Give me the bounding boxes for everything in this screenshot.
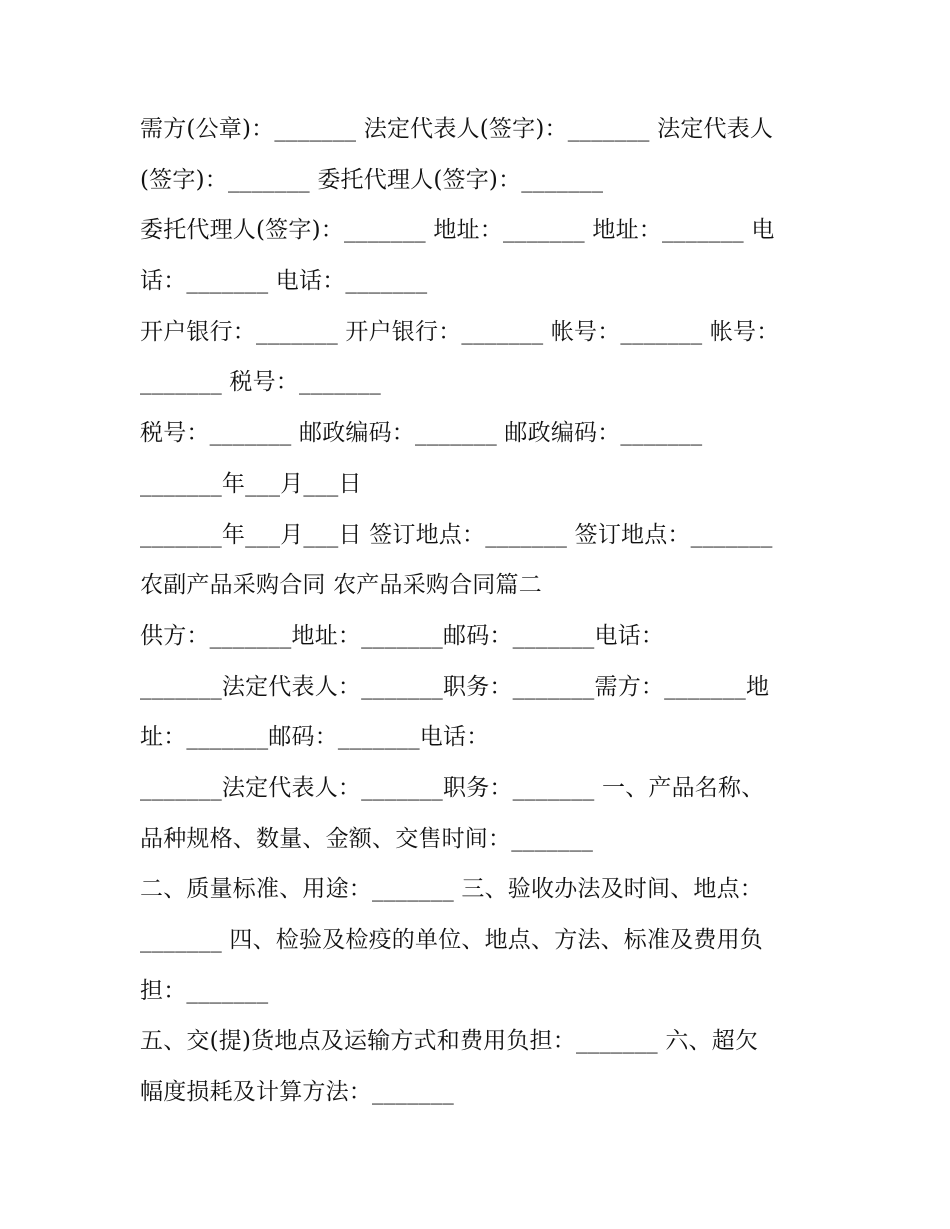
text-line: 五、交(提)货地点及运输方式和费用负担：_______ 六、超欠 — [140, 1028, 759, 1055]
text-line: 品种规格、数量、金额、交售时间：_______ — [140, 825, 594, 852]
text-line: 担：_______ — [140, 977, 269, 1004]
text-line: _______ 四、检验及检疫的单位、地点、方法、标准及费用负 — [140, 927, 764, 953]
text-line: 址：_______邮码：_______电话： — [140, 724, 490, 751]
section-title: 农副产品采购合同 农产品采购合同篇二 — [140, 572, 542, 599]
text-line: _______年___月___日 — [140, 470, 362, 497]
text-line: 开户银行：_______ 开户银行：_______ 帐号：_______ 帐号： — [140, 318, 780, 345]
text-line: 委托代理人(签字)：_______ 地址：_______ 地址：_______ 电 — [140, 217, 775, 244]
text-line: _______法定代表人：_______职务：_______需方：_______地 — [140, 673, 770, 700]
text-line: _______ 税号：_______ — [140, 369, 381, 396]
document-body — [140, 104, 812, 1118]
text-line: 二、质量标准、用途：_______ 三、验收办法及时间、地点： — [140, 876, 764, 903]
text-line: (签字)：_______ 委托代理人(签字)：_______ — [140, 166, 604, 193]
text-line: 话：_______ 电话：_______ — [140, 268, 428, 295]
text-line: 需方(公章)：_______ 法定代表人(签字)：_______ 法定代表人 — [140, 116, 774, 142]
text-line: 幅度损耗及计算方法：_______ — [140, 1079, 454, 1106]
text-line: 供方：_______地址：_______邮码：_______电话： — [140, 622, 665, 649]
text-line: _______法定代表人：_______职务：_______ 一、产品名称、 — [140, 774, 765, 801]
text-line: 税号：_______ 邮政编码：_______ 邮政编码：_______ — [140, 420, 703, 447]
text-line: _______年___月___日 签订地点：_______ 签订地点：_______ — [140, 521, 773, 548]
